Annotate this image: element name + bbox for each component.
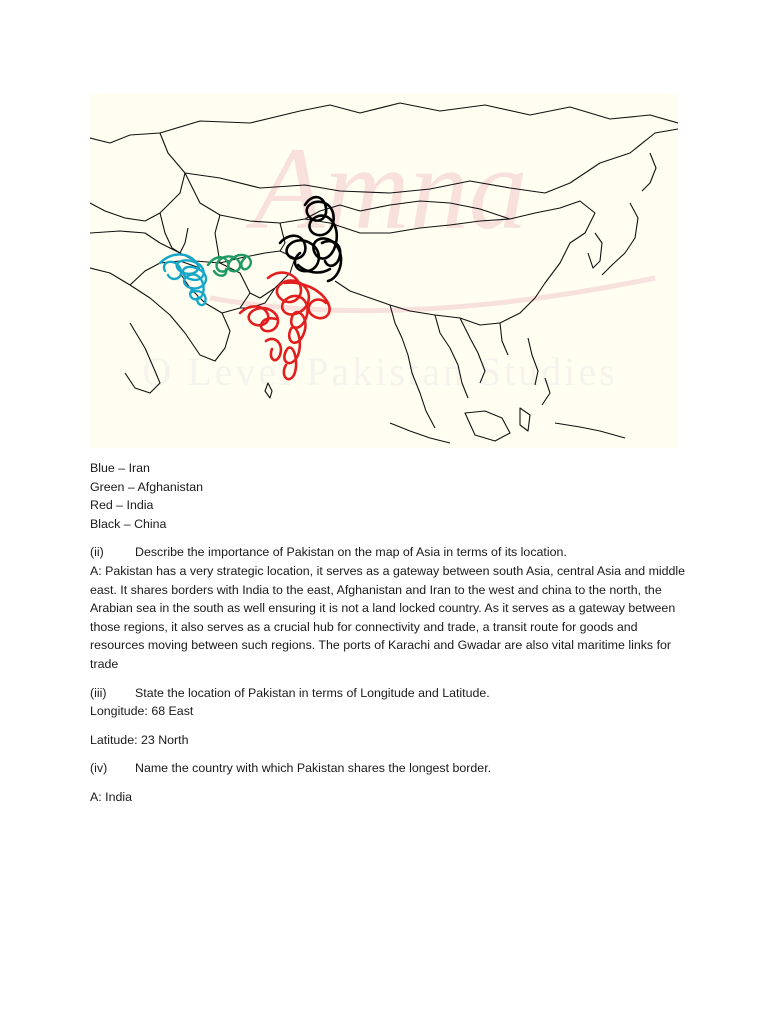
spacer — [90, 721, 690, 731]
question-ii — [90, 543, 690, 562]
spacer — [90, 778, 690, 788]
question-ii-number: (ii) — [90, 545, 104, 560]
question-iii — [90, 684, 690, 703]
legend-item-afghanistan: Green – Afghanistan — [90, 479, 203, 494]
answer-latitude: Latitude: 23 North — [90, 732, 189, 747]
answer-longitude: Longitude: 68 East — [90, 704, 194, 719]
question-iv-text: Name the country with which Pakistan shares the longest border. — [135, 761, 492, 776]
question-iv — [90, 759, 690, 778]
watermark-caption: O Level Pakistan Studies — [142, 349, 618, 394]
spacer — [90, 674, 690, 684]
afghanistan-highlight — [208, 255, 251, 276]
question-iv-number: (iv) — [90, 761, 108, 776]
answer-iv: A: India — [90, 789, 133, 804]
answer-text — [90, 459, 690, 807]
question-ii-text: Describe the importance of Pakistan on the map of Asia in terms of its location. — [135, 545, 567, 560]
legend-item-india: Red – India — [90, 498, 154, 513]
asia-map-figure — [90, 93, 678, 448]
question-iii-text: State the location of Pakistan in terms of Longitude and Latitude. — [135, 685, 490, 700]
watermark-script: Amna — [252, 123, 528, 254]
answer-ii: A: Pakistan has a very strategic location, it serves as a gateway between south Asia, central Asia and middle east. It shares borders with India to the east, Afghanistan and Iran to the west and china to the north, the Arabian sea in the south as well ensuring it is not a land locked country. As it serves as a gateway between those regions, it also serves as a crucial hub for connectivity and trade, a transit route for goods and resources moving between such regions. The ports of Karachi and Gwadar are also vital maritime links for trade — [90, 563, 686, 671]
legend-item-iran: Blue – Iran — [90, 461, 150, 475]
spacer — [90, 749, 690, 759]
legend-item-china: Black – China — [90, 516, 167, 531]
spacer — [90, 533, 690, 543]
question-iii-number: (iii) — [90, 685, 107, 700]
asia-map — [90, 93, 678, 448]
